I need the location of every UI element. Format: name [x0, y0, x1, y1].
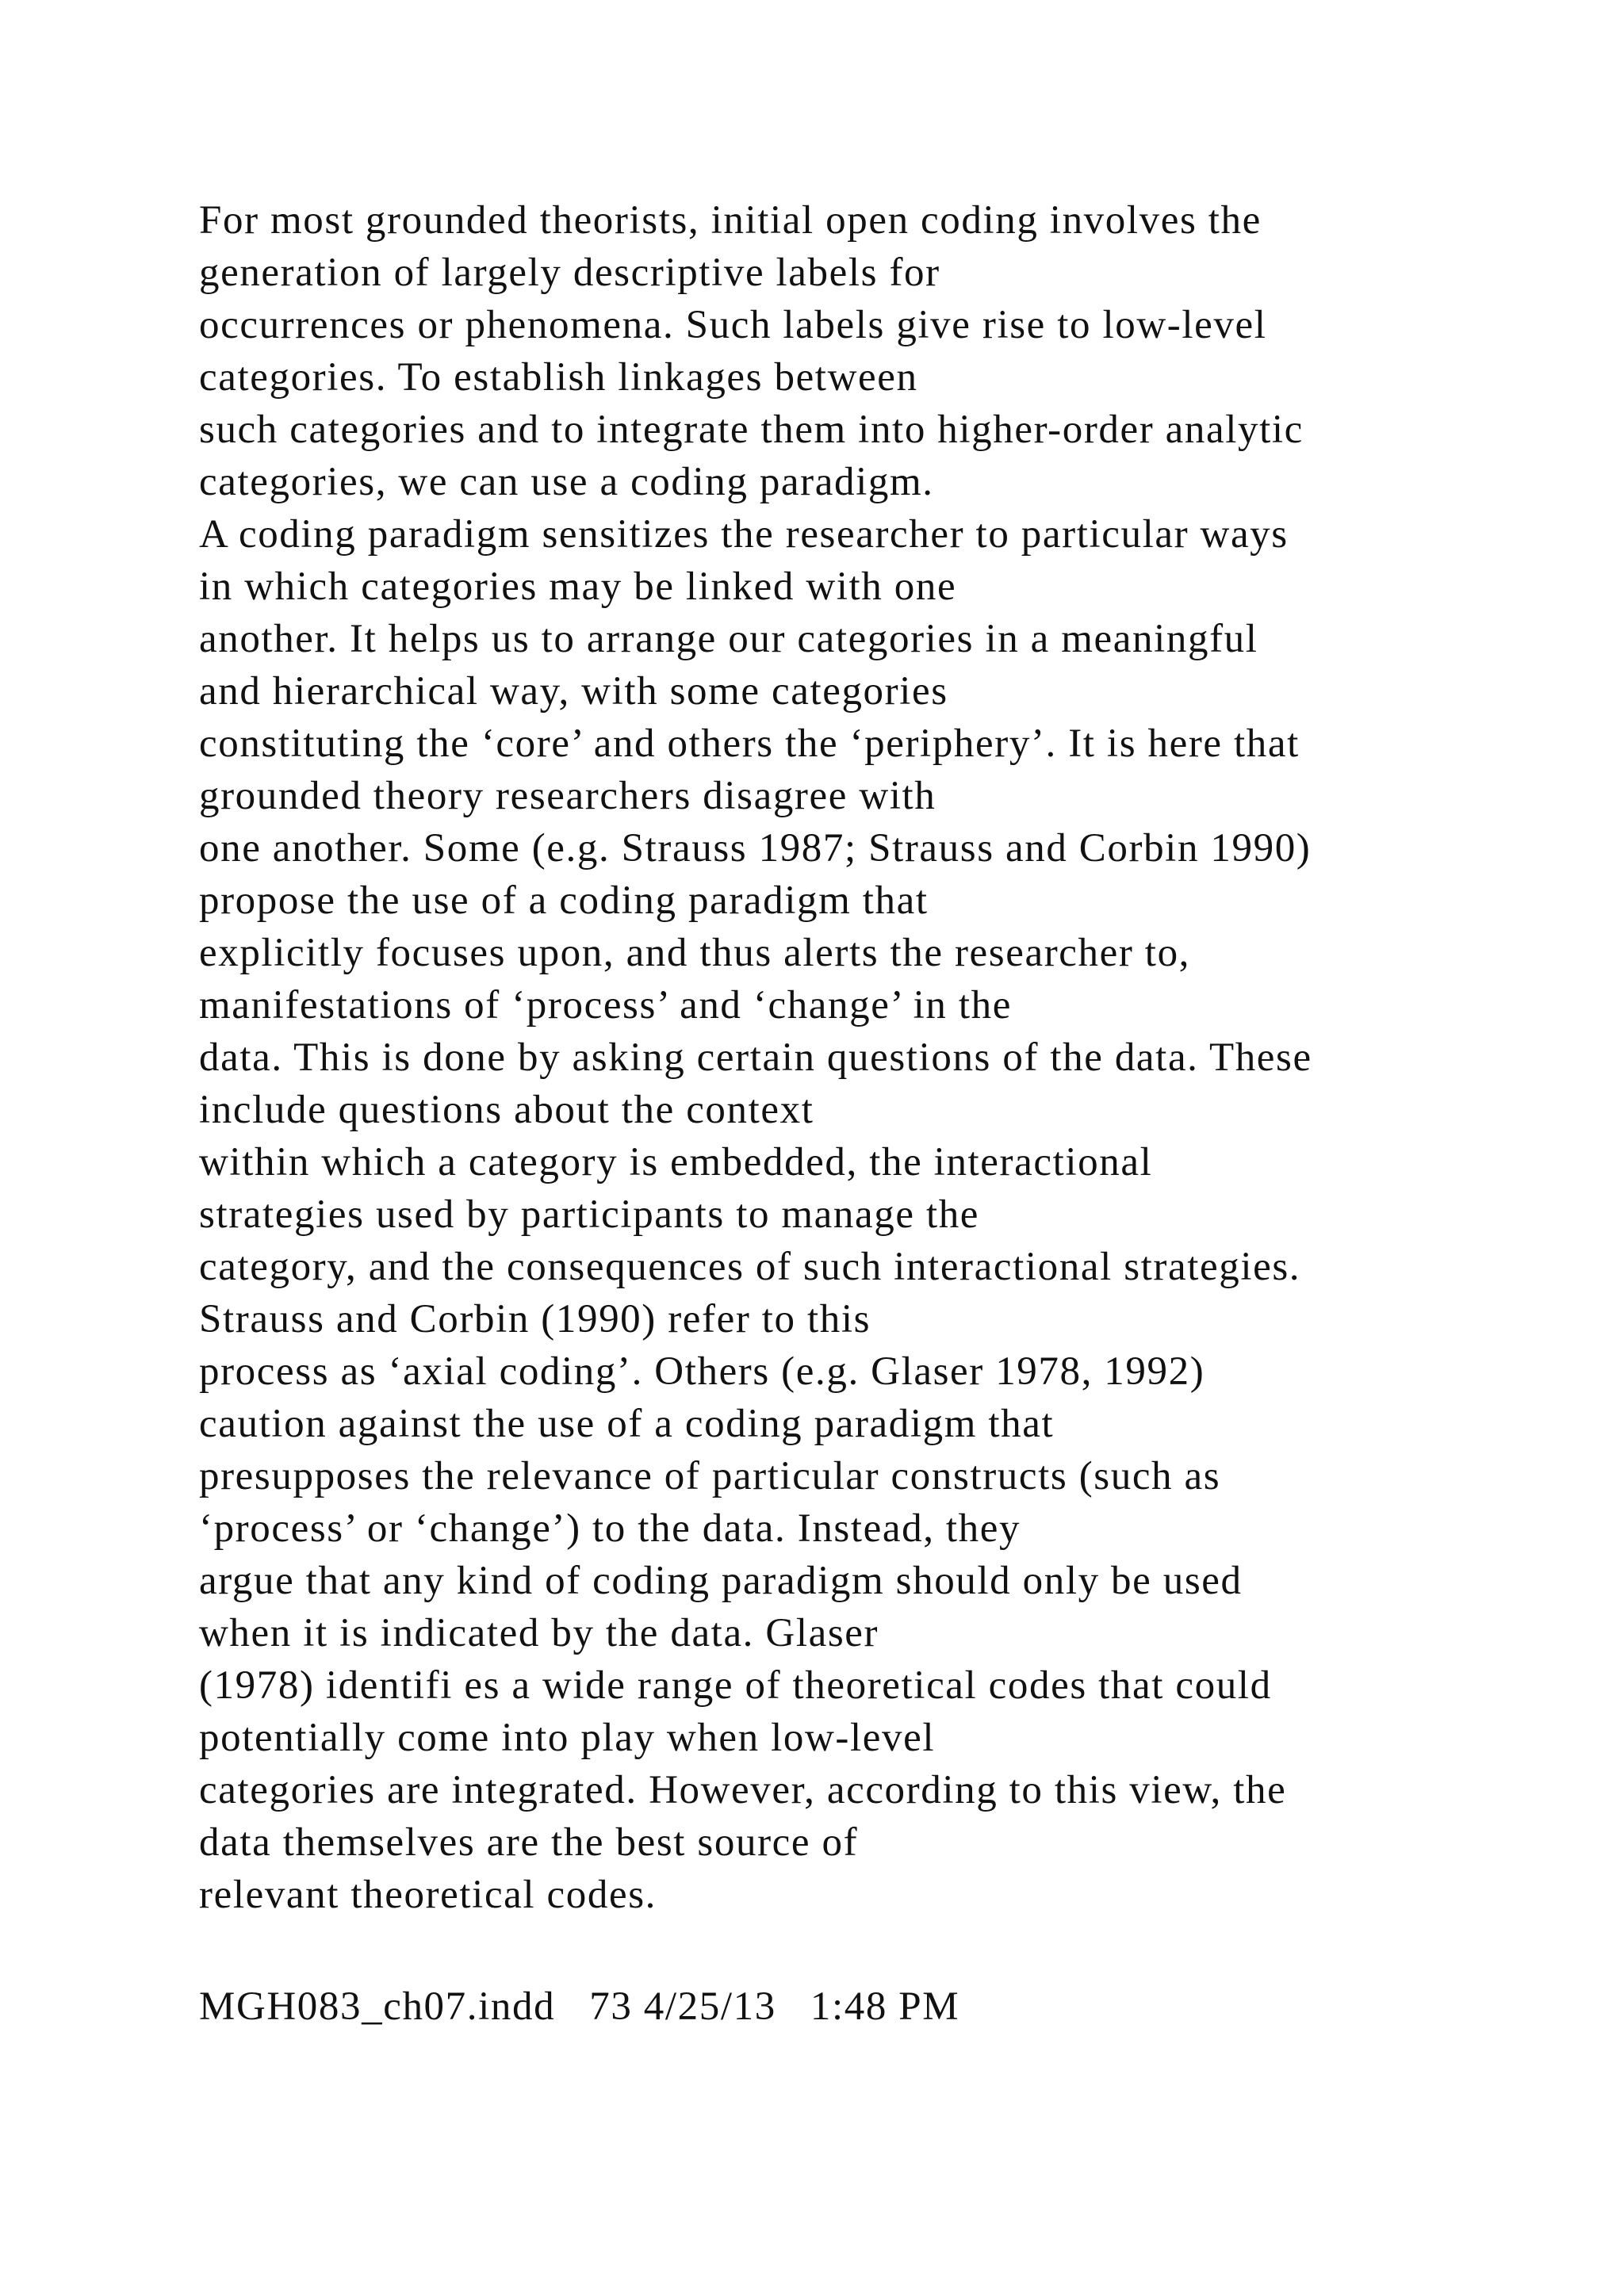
text-line: when it is indicated by the data. Glaser	[199, 1611, 879, 1655]
text-line: occurrences or phenomena. Such labels give rise to low-level	[199, 303, 1267, 347]
text-line: argue that any kind of coding paradigm should only be used	[199, 1559, 1243, 1603]
text-line: category, and the consequences of such interactional strategies.	[199, 1245, 1301, 1289]
text-line: grounded theory researchers disagree with	[199, 774, 936, 818]
text-line: A coding paradigm sensitizes the researcher to particular ways	[199, 512, 1289, 557]
text-line: and hierarchical way, with some categories	[199, 669, 948, 714]
text-line: categories are integrated. However, according to this view, the	[199, 1768, 1287, 1812]
text-line: categories. To establish linkages between	[199, 355, 918, 400]
text-line: process as ‘axial coding’. Others (e.g. Glaser 1978, 1992)	[199, 1349, 1205, 1394]
text-line: generation of largely descriptive labels for	[199, 251, 940, 295]
text-line: manifestations of ‘process’ and ‘change’ in the	[199, 983, 1012, 1027]
text-line: Strauss and Corbin (1990) refer to this	[199, 1297, 871, 1341]
text-line: data. This is done by asking certain questions of the data. These	[199, 1035, 1312, 1080]
text-line: For most grounded theorists, initial open coding involves the	[199, 198, 1262, 243]
text-line: another. It helps us to arrange our categories in a meaningful	[199, 617, 1258, 661]
text-line: such categories and to integrate them into higher-order analytic	[199, 408, 1304, 452]
text-line: explicitly focuses upon, and thus alerts the researcher to,	[199, 931, 1191, 975]
text-line: caution against the use of a coding paradigm that	[199, 1402, 1055, 1446]
text-line: constituting the ‘core’ and others the ‘periphery’. It is here that	[199, 721, 1300, 766]
text-line: categories, we can use a coding paradigm.	[199, 460, 934, 504]
body-text	[199, 194, 1611, 1921]
text-line: in which categories may be linked with one	[199, 564, 957, 609]
text-line: include questions about the context	[199, 1088, 814, 1132]
footer-slug: MGH083_ch07.indd 73 4/25/13 1:48 PM	[199, 1984, 960, 2029]
text-line: strategies used by participants to manage the	[199, 1192, 980, 1237]
text-line: within which a category is embedded, the interactional	[199, 1140, 1153, 1184]
text-line: (1978) identifi es a wide range of theoretical codes that could	[199, 1663, 1272, 1708]
text-line: potentially come into play when low-level	[199, 1716, 936, 1760]
text-line: ‘process’ or ‘change’) to the data. Instead, they	[199, 1506, 1021, 1551]
text-line: propose the use of a coding paradigm that	[199, 878, 929, 923]
text-line: presupposes the relevance of particular constructs (such as	[199, 1454, 1221, 1498]
text-line: relevant theoretical codes.	[199, 1873, 657, 1917]
text-line: data themselves are the best source of	[199, 1820, 859, 1865]
text-line: one another. Some (e.g. Strauss 1987; Strauss and Corbin 1990)	[199, 826, 1312, 871]
